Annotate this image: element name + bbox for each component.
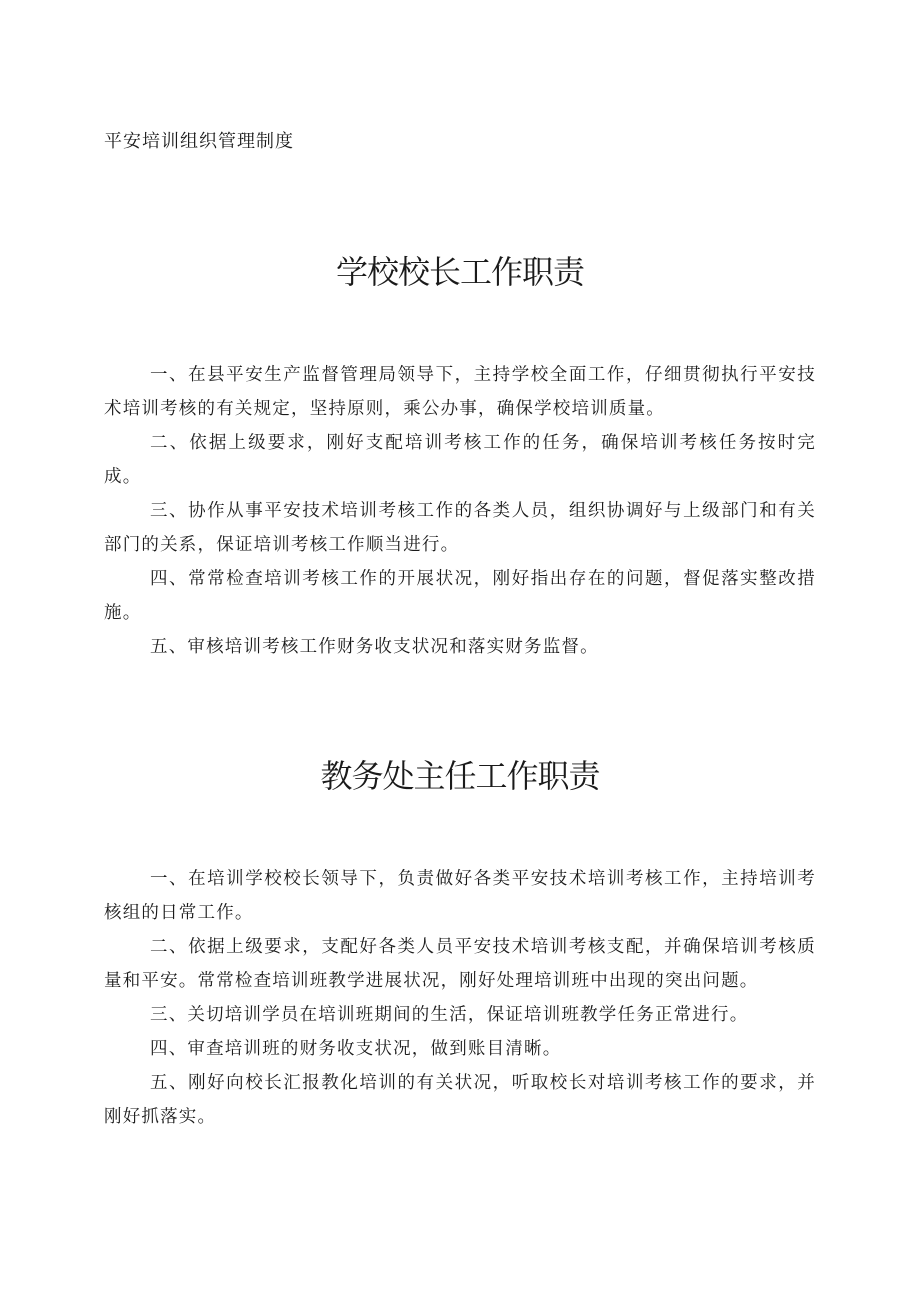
section-title-academic-director-duties: 教务处主任工作职责 [320,757,600,795]
academic-director-duty-item: 二、依据上级要求，支配好各类人员平安技术培训考核支配，并确保培训考核质量和平安。常常检查培训班教学进展状况，刚好处理培训班中出现的突出问题。 [104,937,816,991]
principal-duty-item: 三、协作从事平安技术培训考核工作的各类人员，组织协调好与上级部门和有关部门的关系，保证培训考核工作顺当进行。 [104,501,816,555]
principal-duty-item: 一、在县平安生产监督管理局领导下，主持学校全面工作，仔细贯彻执行平安技术培训考核的有关规定，坚持原则，乘公办事，确保学校培训质量。 [104,365,816,419]
principal-duty-item: 二、依据上级要求，刚好支配培训考核工作的任务，确保培训考核任务按时完成。 [104,433,816,487]
section-title-principal-duties: 学校校长工作职责 [335,253,584,291]
academic-director-duties-list [104,862,816,1134]
academic-director-duty-item: 四、审查培训班的财务收支状况，做到账目清晰。 [150,1039,562,1059]
academic-director-duty-item: 一、在培训学校校长领导下，负责做好各类平安技术培训考核工作，主持培训考核组的日常工作。 [104,869,816,923]
academic-director-duty-item: 五、刚好向校长汇报教化培训的有关状况，听取校长对培训考核工作的要求，并刚好抓落实。 [104,1073,816,1127]
principal-duty-item: 四、常常检查培训考核工作的开展状况，刚好指出存在的问题，督促落实整改措施。 [104,569,816,623]
principal-duties-list [104,358,816,664]
document-header-title: 平安培训组织管理制度 [104,131,294,152]
principal-duty-item: 五、审核培训考核工作财务收支状况和落实财务监督。 [150,637,599,657]
academic-director-duty-item: 三、关切培训学员在培训班期间的生活，保证培训班教学任务正常进行。 [150,1005,749,1025]
